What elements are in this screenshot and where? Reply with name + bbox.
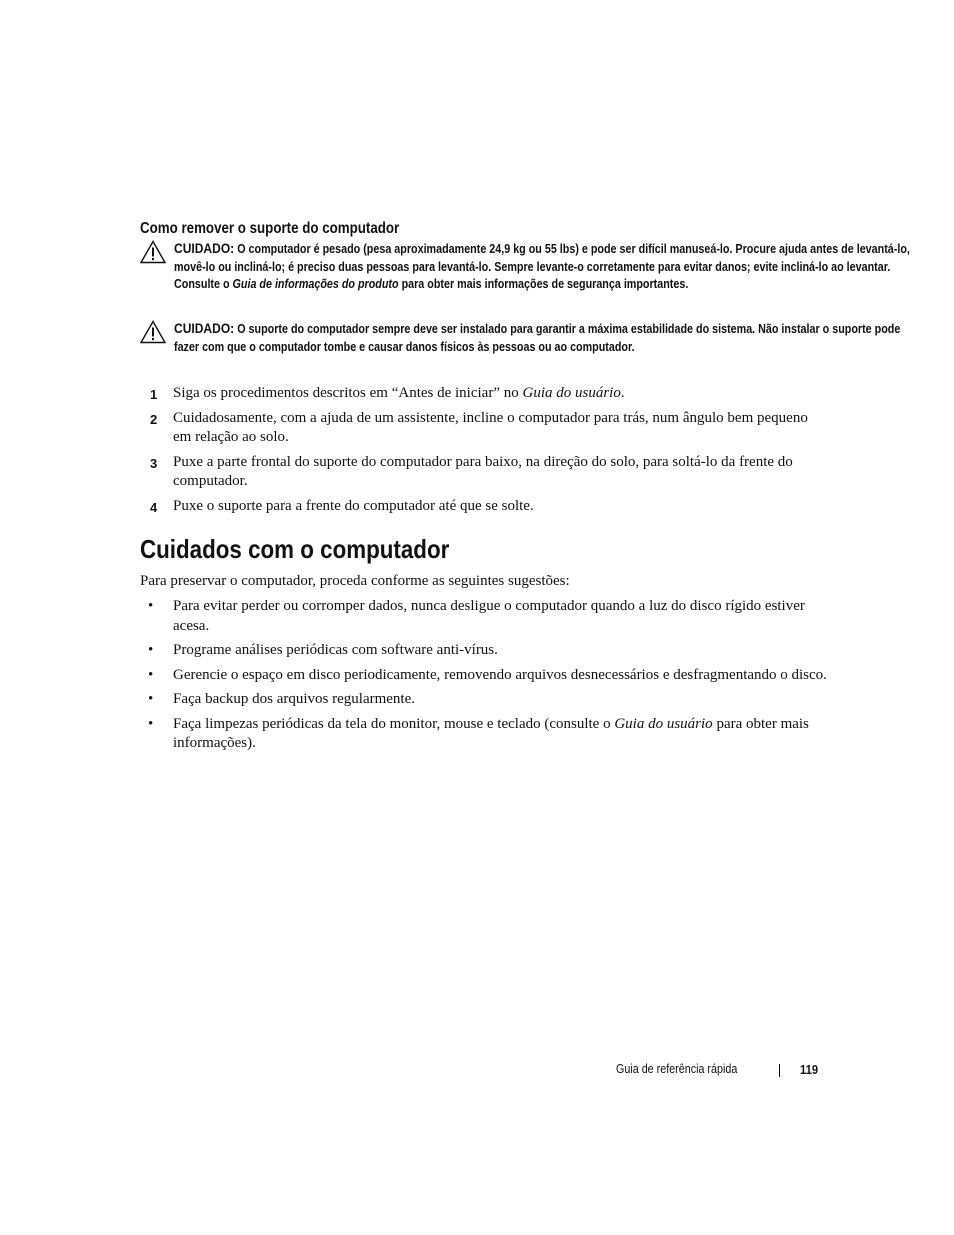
step-text-part: Siga os procedimentos descritos em “Antes de iniciar” no xyxy=(173,385,523,401)
bullet-icon: • xyxy=(148,666,154,683)
list-item xyxy=(140,497,820,517)
list-item xyxy=(140,384,820,404)
bullet-text: Programe análises periódicas com software anti-vírus. xyxy=(173,642,498,658)
step-text xyxy=(173,384,820,404)
footer-divider xyxy=(779,1064,780,1077)
list-item xyxy=(140,641,830,661)
user-guide-reference: Guia do usuário xyxy=(614,715,713,732)
steps-list xyxy=(140,384,820,521)
caution-text xyxy=(174,240,918,294)
list-item xyxy=(140,666,830,686)
page-number: 119 xyxy=(800,1062,819,1077)
step-number: 4 xyxy=(150,499,158,515)
caution-text-part: O computador é pesado (pesa aproximadamente 24,9 kg ou 55 lbs) e pode ser difícil manuseá-lo. Procure ajuda antes de levantá-lo, movê-lo ou incliná-lo; é preciso duas pessoas para levantá-lo. Sempre levante-o corretamente para evitar danos; evite incliná-lo ao levantar. Consulte o xyxy=(174,242,910,291)
caution-text-part: O suporte do computador sempre deve ser instalado para garantir a máxima estabilidade do sistema. Não instalar o suporte pode fazer com que o computador tombe e causar danos físicos às pessoas ou ao computador. xyxy=(174,322,901,354)
caution-label: CUIDADO: xyxy=(174,320,235,336)
caution-text-part: para obter mais informações de segurança importantes. xyxy=(398,277,689,291)
list-item xyxy=(140,409,820,448)
list-item xyxy=(140,715,830,754)
caution-label: CUIDADO: xyxy=(174,240,235,256)
bullet-icon: • xyxy=(148,691,154,707)
product-info-guide-reference: Guia de informações do produto xyxy=(232,277,399,291)
caution-text xyxy=(174,320,918,356)
page-footer xyxy=(616,1062,826,1082)
warning-triangle-icon xyxy=(140,240,166,264)
list-item xyxy=(140,597,830,636)
list-item xyxy=(140,690,830,710)
step-text: Puxe o suporte para a frente do computador até que se solte. xyxy=(173,497,534,514)
intro-paragraph: Para preservar o computador, proceda conforme as seguintes sugestões: xyxy=(140,573,570,589)
step-text-part: . xyxy=(620,385,625,401)
tips-list xyxy=(140,597,830,759)
bullet-text: Para evitar perder ou corromper dados, nunca desligue o computador quando a luz do disco rígido estiver acesa. xyxy=(173,598,805,634)
bullet-icon: • xyxy=(148,598,154,614)
bullet-icon: • xyxy=(148,715,154,732)
step-number: 2 xyxy=(150,411,158,427)
warning-triangle-icon xyxy=(140,320,166,344)
bullet-icon: • xyxy=(148,642,154,658)
step-text: Cuidadosamente, com a ajuda de um assistente, incline o computador para trás, num ângulo bem pequeno em relação ao solo. xyxy=(173,409,808,445)
bullet-text-part: para obter mais informações). xyxy=(173,715,809,751)
step-number: 1 xyxy=(150,387,158,402)
step-text: Puxe a parte frontal do suporte do computador para baixo, na direção do solo, para soltá-lo da frente do computador. xyxy=(173,453,793,489)
list-item xyxy=(140,453,820,492)
page-title: Cuidados com o computador xyxy=(140,534,450,564)
bullet-text: Faça backup dos arquivos regularmente. xyxy=(173,691,415,707)
bullet-text-part: Faça limpezas periódicas da tela do monitor, mouse e teclado (consulte o xyxy=(173,715,615,732)
footer-title: Guia de referência rápida xyxy=(616,1062,738,1076)
section-heading: Como remover o suporte do computador xyxy=(140,220,400,237)
step-number: 3 xyxy=(150,455,158,471)
user-guide-reference: Guia do usuário xyxy=(522,385,621,401)
bullet-text xyxy=(173,715,830,754)
bullet-text: Gerencie o espaço em disco periodicamente, removendo arquivos desnecessários e desfragmentando o disco. xyxy=(173,666,827,683)
